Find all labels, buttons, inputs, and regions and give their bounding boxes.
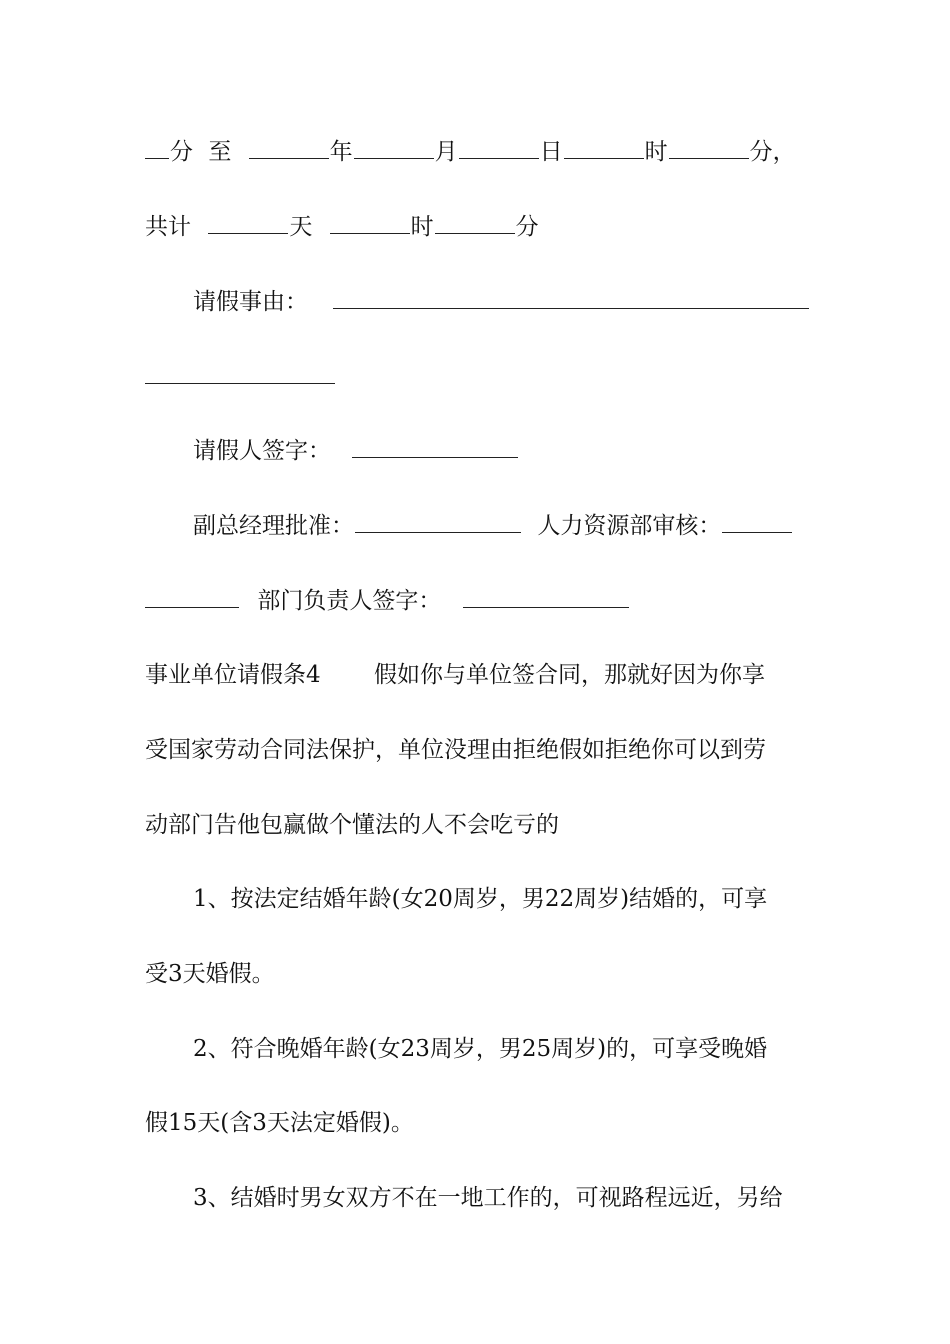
total-days-blank[interactable] [208,209,288,234]
vp-approval-blank[interactable] [355,508,521,533]
reason-blank-2[interactable] [145,359,335,384]
form-time-end-line [145,132,796,172]
end-day-blank[interactable] [459,134,539,159]
list-item-3: 3、结婚时男女双方不在一地工作的，可视路程远近，另给 [193,1185,783,1211]
dept-line [145,581,630,621]
dept-head-label: 部门负责人签字： [257,588,442,614]
minute-label: 分 [170,139,193,165]
minutes-label: 分 [515,214,539,240]
applicant-signature-blank[interactable] [352,433,518,458]
end-month-blank[interactable] [354,134,434,159]
minute-blank[interactable] [145,134,169,159]
day-label: 日 [539,139,563,165]
list-item-2: 2、符合晚婚年龄(女23周岁，男25周岁)的，可享受晚婚 [193,1036,768,1062]
paragraph-line: 受国家劳动合同法保护，单位没理由拒绝假如拒绝你可以到劳 [145,737,766,763]
dept-head-signature-blank[interactable] [463,583,629,608]
paragraph-text: 假如你与单位签合同，那就好因为你享 [373,662,765,688]
approval-line [193,506,793,546]
reason-label: 请假事由： [193,289,308,315]
end-hour-blank[interactable] [564,134,644,159]
reason-line [193,282,810,322]
hr-review-blank[interactable] [722,508,792,533]
total-minutes-blank[interactable] [435,209,515,234]
vp-approval-label: 副总经理批准： [193,513,354,539]
reason-blank[interactable] [333,284,809,309]
hour-label: 时 [644,139,668,165]
article-heading-line [145,655,765,695]
applicant-line [193,431,519,471]
hr-review-label: 人力资源部审核： [537,513,722,539]
year-label: 年 [329,139,353,165]
end-year-blank[interactable] [249,134,329,159]
form-total-line [145,207,539,247]
paragraph-line: 动部门告他包赢做个懂法的人不会吃亏的 [145,812,559,838]
applicant-label: 请假人签字： [193,438,331,464]
hours-label: 时 [410,214,434,240]
minute-label-2: 分， [749,139,796,165]
end-minute-blank[interactable] [669,134,749,159]
days-label: 天 [289,214,313,240]
to-label: 至 [208,139,232,165]
list-item-1-continued: 受3天婚假。 [145,961,275,987]
list-item-2-continued: 假15天(含3天法定婚假)。 [145,1110,414,1136]
hr-review-blank-2[interactable] [145,583,239,608]
list-item-1: 1、按法定结婚年龄(女20周岁，男22周岁)结婚的，可享 [193,886,768,912]
total-label: 共计 [145,214,191,240]
month-label: 月 [434,139,458,165]
reason-continuation-line [145,357,336,397]
article-heading: 事业单位请假条4 [145,662,321,688]
total-hours-blank[interactable] [330,209,410,234]
